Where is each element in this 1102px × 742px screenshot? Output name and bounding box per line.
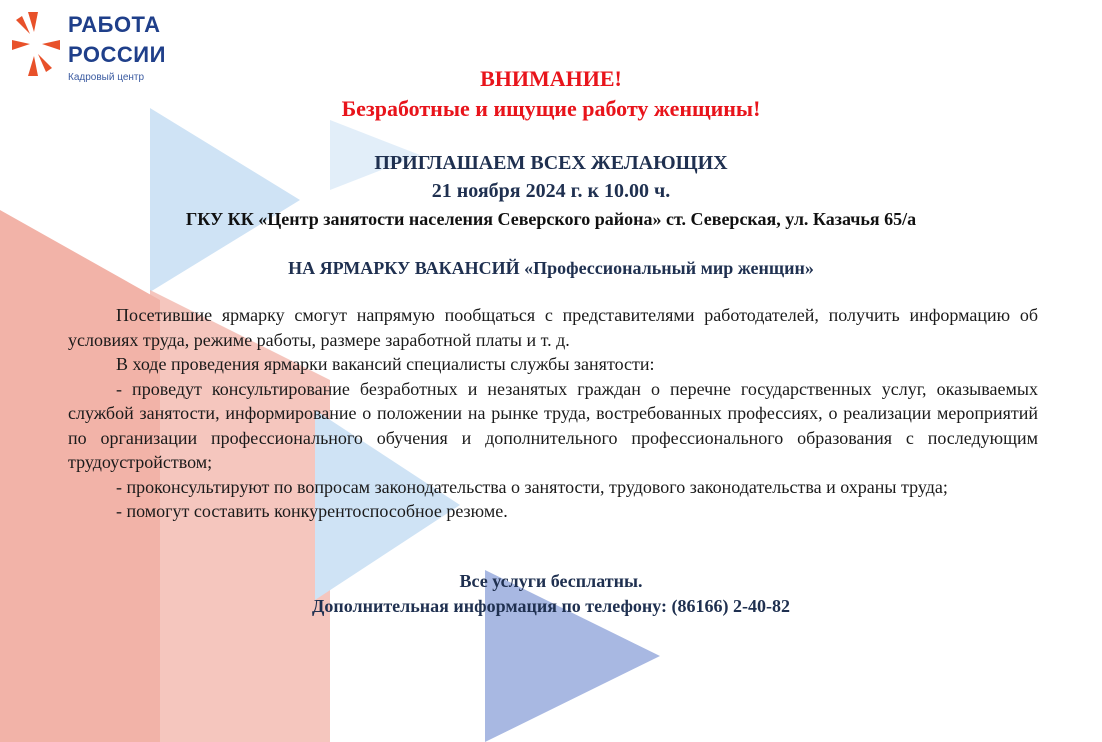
list-item-consulting: - проведут консультирование безработных и незанятых граждан о перечне государственных услуг, оказываемых службой занятости, информирование о положении на рынке труда, востребованных профессиях, о реализации мероприятий по организации профессионального обучения и дополнительного профессионального образования с последующим трудоустройством; bbox=[68, 378, 1038, 472]
logo-subtitle: Кадровый центр bbox=[68, 72, 145, 83]
audience-heading: Безработные и ищущие работу женщины! bbox=[341, 96, 761, 121]
description-body bbox=[68, 303, 1038, 524]
free-services-note: Все услуги бесплатны. bbox=[459, 571, 643, 591]
event-datetime: 21 ноября 2024 г. к 10.00 ч. bbox=[431, 180, 671, 202]
list-item-resume: - помогут составить конкурентоспособное резюме. bbox=[116, 501, 508, 521]
list-item-legislation: - проконсультируют по вопросам законодательства о занятости, трудового законодательства и охраны труда; bbox=[116, 476, 948, 497]
contact-phone: Дополнительная информация по телефону: (86166) 2-40-82 bbox=[311, 596, 791, 616]
logo-title-line1: РАБОТА bbox=[68, 12, 161, 37]
logo-title-line2: РОССИИ bbox=[68, 42, 166, 67]
invite-heading: ПРИГЛАШАЕМ ВСЕХ ЖЕЛАЮЩИХ bbox=[374, 152, 728, 174]
event-title: НА ЯРМАРКУ ВАКАНСИЙ «Профессиональный мир женщин» bbox=[288, 258, 814, 278]
event-location: ГКУ КК «Центр занятости населения Северского района» ст. Северская, ул. Казачья 65/а bbox=[185, 209, 917, 229]
paragraph-services-lead: В ходе проведения ярмарки вакансий специалисты службы занятости: bbox=[116, 354, 655, 374]
attention-heading: ВНИМАНИЕ! bbox=[480, 66, 622, 91]
paragraph-intro: Посетившие ярмарку смогут напрямую пообщаться с представителями работодателей, получить информацию об условиях труда, режиме работы, размере заработной платы и т. д. bbox=[68, 305, 1038, 350]
